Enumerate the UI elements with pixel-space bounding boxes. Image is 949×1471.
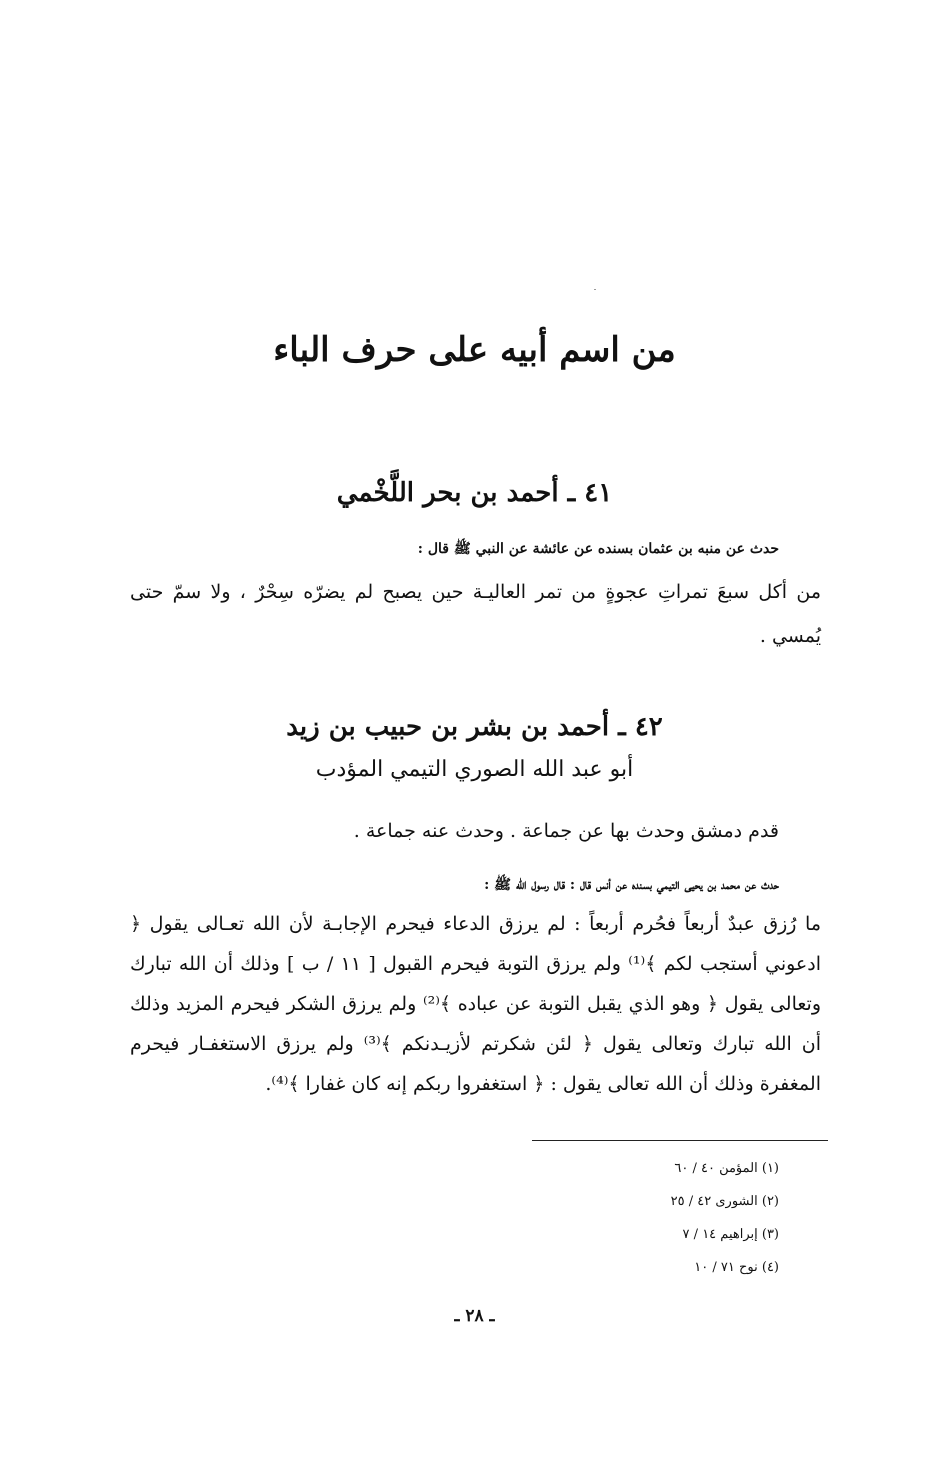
- entry-42-note: قدم دمشق وحدث بها عن جماعة . وحدث عنه جماعة .: [353, 820, 779, 842]
- entry-41-title: ٤١ ـ أحمد بن بحر اللَّخْمي: [336, 478, 613, 508]
- entry-41-hadith: من أكل سبعَ تمراتِ عجوةٍ من تمر العاليـة حين يصبح لم يضرّه سِحْرٌ ، ولا سمّ حتى يُمسي .: [130, 581, 821, 647]
- entry-42-title: ٤٢ ـ أحمد بن بشر بن حبيب بن زيد: [286, 712, 663, 742]
- footnote-divider: [532, 1140, 828, 1141]
- footnotes: [671, 1152, 779, 1284]
- entry-42-subtitle: أبو عبد الله الصوري التيمي المؤدب: [315, 757, 634, 782]
- scan-speck: [594, 289, 596, 290]
- footnote: (٣) إبراهيم ١٤ / ٧: [682, 1227, 779, 1242]
- footnote: (١) المؤمن ٤٠ / ٦٠: [674, 1161, 779, 1176]
- entry-42-hadith: ما رُزق عبدٌ أربعاً فحُرم أربعاً : لم يرزق الدعاء فيحرم الإجابـة لأن الله تعـالى يقول ﴿ ادعوني أستجب لكم ﴾⁽¹⁾ ولم يرزق التوبة فيحرم القبول [ ١١ / ب ] وذلك أن الله تبارك وتعالى يقول ﴿ وهو الذي يقبل التوبة عن عباده ﴾⁽²⁾ ولم يرزق الشكر فيحرم المزيد وذلك أن الله تبارك وتعالى يقول ﴿ لئن شكرتم لأزيـدنكم ﴾⁽³⁾ ولم يرزق الاستغفـار فيحرم المغفرة وذلك أن الله تعالى يقول : ﴿ استغفروا ربكم إنه كان غفارا ﴾⁽⁴⁾.: [130, 913, 822, 1095]
- chapter-title: من اسم أبيه على حرف الباء: [273, 330, 676, 370]
- page-number: ـ ٢٨ ـ: [454, 1306, 495, 1326]
- footnote: (٢) الشورى ٤٢ / ٢٥: [670, 1194, 779, 1209]
- entry-42-isnad: حدث عن محمد بن يحيى التيمي بسنده عن أنس قال : قال رسول الله ﷺ :: [484, 877, 779, 893]
- entry-41-isnad: حدث عن منبه بن عثمان بسنده عن عائشة عن النبي ﷺ قال :: [417, 541, 779, 557]
- footnote: (٤) نوح ٧١ / ١٠: [694, 1260, 779, 1275]
